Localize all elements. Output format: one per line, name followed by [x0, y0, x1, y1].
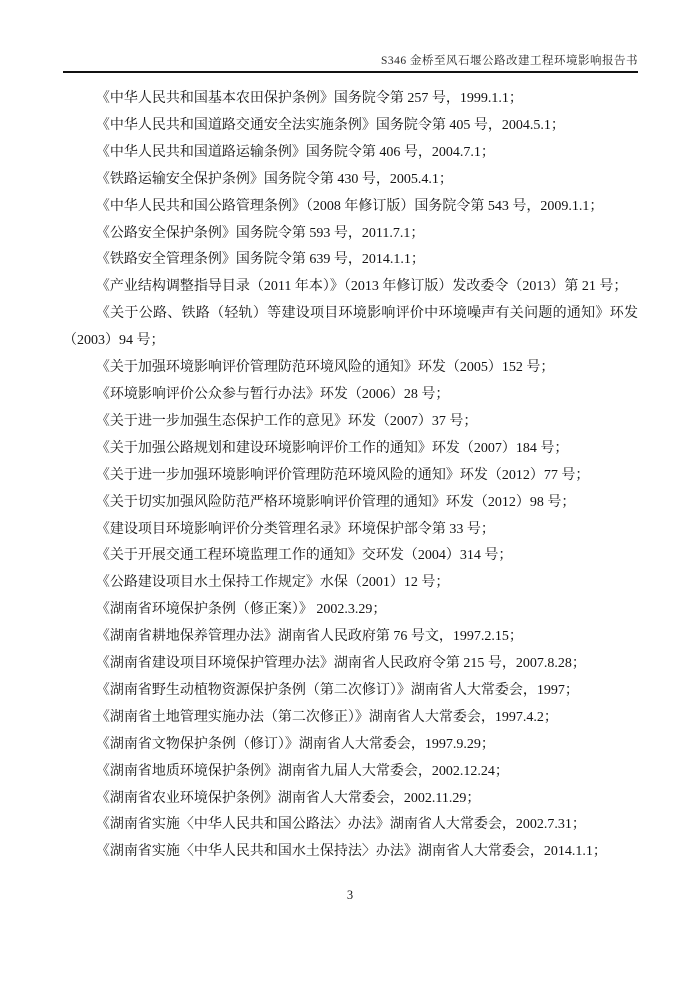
- regulation-item: 《中华人民共和国公路管理条例》（2008 年修订版）国务院令第 543 号，2009.1.1；: [95, 198, 604, 214]
- regulation-item: 《中华人民共和国道路交通安全法实施条例》国务院令第 405 号，2004.5.1；: [95, 117, 565, 133]
- regulation-item: 《湖南省土地管理实施办法（第二次修正）》湖南省人大常委会，1997.4.2；: [95, 709, 558, 725]
- regulation-item: 《中华人民共和国基本农田保护条例》国务院令第 257 号，1999.1.1；: [95, 91, 523, 106]
- report-header-title: S346 金桥至风石堰公路改建工程环境影响报告书: [380, 55, 638, 67]
- regulation-item: 《关于进一步加强生态保护工作的意见》环发（2007）37 号；: [95, 413, 478, 429]
- regulation-item: 《铁路安全管理条例》国务院令第 639 号，2014.1.1；: [95, 252, 425, 268]
- regulation-item: 《关于加强环境影响评价管理防范环境风险的通知》环发（2005）152 号；: [95, 360, 555, 376]
- regulation-item: 《产业结构调整指导目录（2011 年本）》（2013 年修订版）发改委令（2013）第 21 号；: [95, 279, 628, 295]
- page-header: [0, 0, 700, 68]
- regulation-item: 《湖南省野生动植物资源保护条例（第二次修订）》湖南省人大常委会，1997；: [95, 682, 579, 698]
- regulation-item: 《湖南省农业环境保护条例》湖南省人大常委会，2002.11.29；: [95, 790, 481, 806]
- regulation-item: 《中华人民共和国道路运输条例》国务院令第 406 号，2004.7.1；: [95, 144, 495, 160]
- page-footer: [0, 886, 700, 904]
- regulation-item: 《湖南省耕地保养管理办法》湖南省人民政府第 76 号文，1997.2.15；: [95, 629, 523, 645]
- regulation-list: [0, 73, 700, 866]
- regulation-item: 《湖南省地质环境保护条例》湖南省九届人大常委会，2002.12.24；: [95, 763, 509, 779]
- regulation-item: 《湖南省建设项目环境保护管理办法》湖南省人民政府令第 215 号，2007.8.28；: [95, 656, 586, 672]
- regulation-item: 《公路安全保护条例》国务院令第 593 号，2011.7.1；: [95, 225, 425, 241]
- regulation-item: 《湖南省文物保护条例（修订）》湖南省人大常委会，1997.9.29；: [95, 736, 495, 752]
- regulation-item: 《关于进一步加强环境影响评价管理防范环境风险的通知》环发（2012）77 号；: [95, 467, 590, 483]
- regulation-item: 《湖南省环境保护条例（修正案）》 2002.3.29；: [95, 602, 387, 618]
- regulation-item: 《关于切实加强风险防范严格环境影响评价管理的通知》环发（2012）98 号；: [95, 494, 576, 510]
- regulation-item: 《建设项目环境影响评价分类管理名录》环境保护部令第 33 号；: [95, 521, 495, 537]
- regulation-item: 《铁路运输安全保护条例》国务院令第 430 号，2005.4.1；: [95, 171, 453, 187]
- regulation-item: 《关于开展交通工程环境监理工作的通知》交环发（2004）314 号；: [95, 548, 513, 564]
- regulation-item: 《关于公路、铁路（轻轨）等建设项目环境影响评价中环境噪声有关问题的通知》环发（2003）94 号；: [63, 306, 638, 349]
- page-number: 3: [346, 888, 354, 903]
- regulation-item: 《湖南省实施〈中华人民共和国水土保持法〉办法》湖南省人大常委会，2014.1.1；: [95, 844, 607, 860]
- regulation-item: 《湖南省实施〈中华人民共和国公路法〉办法》湖南省人大常委会，2002.7.31；: [95, 817, 586, 833]
- regulation-item: 《环境影响评价公众参与暂行办法》环发（2006）28 号；: [95, 386, 450, 402]
- regulation-item: 《关于加强公路规划和建设环境影响评价工作的通知》环发（2007）184 号；: [95, 440, 569, 456]
- regulation-item: 《公路建设项目水土保持工作规定》水保（2001）12 号；: [95, 575, 450, 591]
